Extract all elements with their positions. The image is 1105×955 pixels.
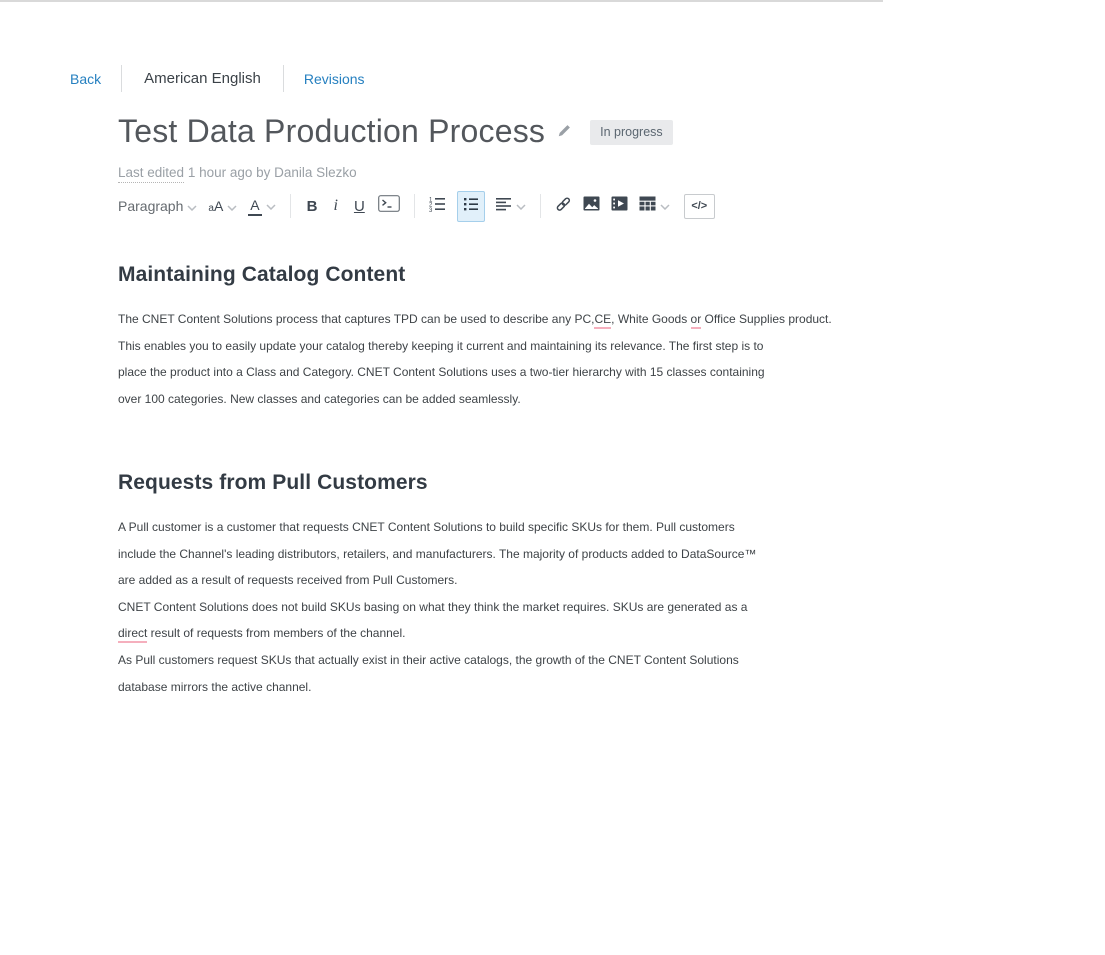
nav-separator [283,65,284,92]
align-left-icon [496,197,512,216]
editor-content[interactable] [0,240,1105,955]
paragraph-2 [118,514,756,700]
title-row [118,110,673,152]
language-tab[interactable]: American English [144,70,261,87]
section-heading-2: Requests from Pull Customers [118,471,428,494]
pane-top-border [0,0,883,2]
text-line: place the product into a Class and Category. CNET Content Solutions uses a two-tier hierarchy with 15 classes containing [118,365,765,380]
misspelled-word: direct [118,626,147,643]
bulleted-list-icon [463,196,479,217]
text-line: database mirrors the active channel. [118,679,312,694]
chevron-down-icon [187,198,197,214]
svg-text:1: 1 [428,196,433,203]
text-line: The CNET Content Solutions process that captures TPD can be used to describe any PC,CE, White Goods or Office Supplies product. [118,306,832,333]
chevron-down-icon [266,197,276,215]
text-color-dropdown[interactable] [248,197,275,216]
last-edited-label: Last edited [118,165,184,183]
insert-table-dropdown[interactable] [639,196,670,216]
numbered-list-button[interactable] [429,191,446,222]
insert-media-button[interactable] [611,196,628,216]
toolbar-divider [540,194,541,218]
misspelled-word: or [691,312,702,329]
insert-image-button[interactable] [583,196,600,216]
formatting-toolbar [118,191,715,221]
edit-title-button[interactable] [556,122,573,144]
alignment-dropdown[interactable] [496,197,526,216]
top-nav [70,65,365,92]
text-line: over 100 categories. New classes and categories can be added seamlessly. [118,391,521,406]
text-line: This enables you to easily update your catalog thereby keeping it current and maintaining its relevance. The first step is to [118,338,764,353]
paragraph-style-label: Paragraph [118,198,184,214]
font-size-label-big: A [213,198,224,214]
terminal-icon [378,195,400,217]
source-code-icon: </> [691,200,708,212]
underline-button[interactable]: U [353,197,365,215]
text-line: are added as a result of requests received from Pull Customers. [118,573,458,588]
media-icon [611,196,628,216]
numbered-list-icon [429,196,446,217]
link-icon [555,196,572,217]
last-edited-detail: 1 hour ago by Danila Slezko [184,165,357,180]
back-link[interactable]: Back [70,70,102,87]
chevron-down-icon [227,198,237,214]
paragraph-style-dropdown[interactable] [118,198,197,214]
font-size-dropdown[interactable] [208,198,237,214]
bold-button[interactable]: B [306,197,318,215]
link-button[interactable] [555,196,572,217]
chevron-down-icon [516,197,526,215]
svg-text:2: 2 [428,202,433,209]
text-line: A Pull customer is a customer that requests CNET Content Solutions to build specific SKUs for them. Pull customers [118,520,735,534]
source-code-button[interactable] [684,194,715,219]
text-line: CNET Content Solutions does not build SKUs basing on what they think the market requires. SKUs are generated as a [118,599,748,614]
last-edited-line [118,165,357,180]
section-heading-1: Maintaining Catalog Content [118,263,406,286]
italic-button[interactable]: i [333,197,338,214]
font-size-label-small: a [208,203,214,214]
bulleted-list-button[interactable] [457,191,485,222]
paragraph-1 [118,306,832,412]
text-line: include the Channel's leading distributors, retailers, and manufacturers. The majority of products added to DataSource™ [118,546,757,561]
misspelled-word: CE [594,312,611,329]
pencil-icon [556,122,573,144]
nav-separator [121,65,122,92]
text-color-label: A [248,197,261,216]
toolbar-divider [290,194,291,218]
page-title: Test Data Production Process [118,113,546,149]
code-block-button[interactable] [378,195,400,217]
status-badge: In progress [590,120,673,145]
image-icon [583,196,600,216]
text-line: direct result of requests from members of the channel. [118,620,756,647]
toolbar-divider [414,194,415,218]
table-icon [639,196,656,216]
text-line: As Pull customers request SKUs that actually exist in their active catalogs, the growth of the CNET Content Solutions [118,652,739,667]
svg-text:3: 3 [428,207,433,212]
revisions-link[interactable]: Revisions [303,70,365,87]
chevron-down-icon [660,197,670,215]
